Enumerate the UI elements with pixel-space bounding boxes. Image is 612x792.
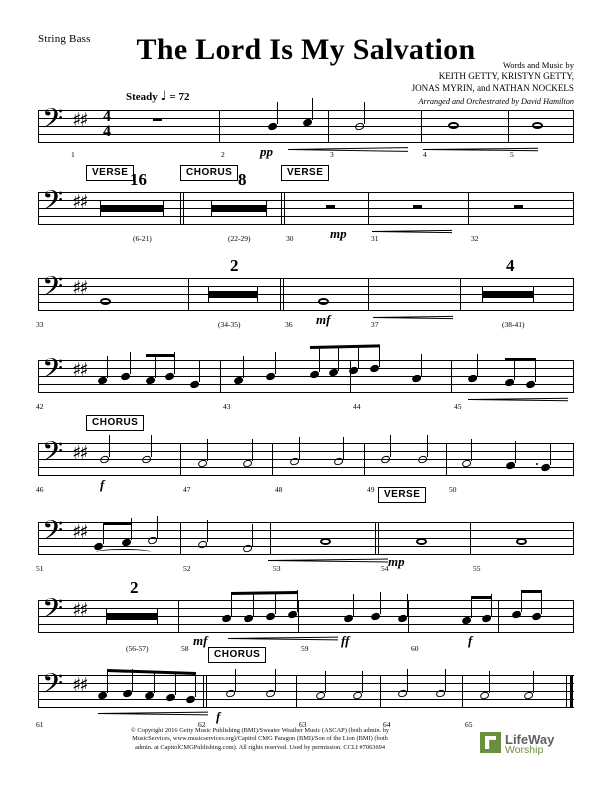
crescendo-hairpin xyxy=(372,231,452,239)
multirest-count: 2 xyxy=(130,578,139,597)
staff-8 xyxy=(38,675,574,707)
dynamic-mp: mp xyxy=(330,226,347,241)
section-label-verse: VERSE xyxy=(86,165,134,181)
measure-number: 3 xyxy=(330,150,334,159)
measure-number: 48 xyxy=(275,485,283,494)
bass-clef-icon: 𝄢 xyxy=(42,514,64,553)
measure-number: 30 xyxy=(286,234,294,243)
measure-number: (6-21) xyxy=(133,234,152,243)
credit-arranger: Arranged and Orchestrated by David Hamilton xyxy=(418,97,574,107)
key-signature: ♯♯ xyxy=(72,442,87,464)
bass-clef-icon: 𝄢 xyxy=(42,592,64,631)
multirest-count: 16 xyxy=(130,170,147,189)
crescendo-hairpin xyxy=(98,713,208,721)
measure-number: 46 xyxy=(36,485,44,494)
key-signature: ♯♯ xyxy=(72,277,87,299)
key-signature: ♯♯ xyxy=(72,191,87,213)
measure-number: (38-41) xyxy=(502,320,525,329)
whole-rest xyxy=(326,205,335,208)
measure-number: 47 xyxy=(183,485,191,494)
credit-words-and-music: Words and Music by xyxy=(502,60,574,70)
multirest-bar xyxy=(482,291,534,298)
multirest-bar xyxy=(106,613,158,620)
measure-number: (22-29) xyxy=(228,234,251,243)
instrument-name: String Bass xyxy=(38,33,91,45)
measure-number: 42 xyxy=(36,402,44,411)
section-label-verse: VERSE xyxy=(378,487,426,503)
diminuendo-hairpin xyxy=(268,560,388,568)
measure-number: 62 xyxy=(198,720,206,729)
whole-rest xyxy=(153,118,162,121)
measure-number: 53 xyxy=(273,564,281,573)
measure-number: 49 xyxy=(367,485,375,494)
bass-clef-icon: 𝄢 xyxy=(42,352,64,391)
measure-number: 4 xyxy=(423,150,427,159)
diminuendo-hairpin xyxy=(423,149,538,157)
key-signature: ♯♯ xyxy=(72,359,87,381)
staff-4 xyxy=(38,360,574,392)
section-label-chorus: CHORUS xyxy=(208,647,266,663)
multirest-bar xyxy=(211,205,267,212)
measure-number: 45 xyxy=(454,402,462,411)
dynamic-mf: mf xyxy=(193,633,208,648)
bass-clef-icon: 𝄢 xyxy=(42,102,64,141)
key-signature: ♯♯ xyxy=(72,521,87,543)
measure-number: 65 xyxy=(465,720,473,729)
whole-rest xyxy=(413,205,422,208)
lifeway-worship-logo xyxy=(480,731,574,755)
measure-number: 54 xyxy=(381,564,389,573)
measure-number: 2 xyxy=(221,150,225,159)
measure-number: 33 xyxy=(36,320,44,329)
dynamic-mf: mf xyxy=(316,312,331,327)
measure-number: 37 xyxy=(371,320,379,329)
dynamic-ff: ff xyxy=(341,633,350,648)
section-label-chorus: CHORUS xyxy=(180,165,238,181)
measure-number: 32 xyxy=(471,234,479,243)
credits-block xyxy=(284,60,574,108)
crescendo-hairpin xyxy=(373,317,453,325)
dynamic-f: f xyxy=(100,477,105,492)
whole-rest xyxy=(514,205,523,208)
bass-clef-icon: 𝄢 xyxy=(42,270,64,309)
copyright-line-2: MusicServices, www.musicservices.org)/Capitol CMG Paragon (BMI)/Son of the Lion (BMI) (both xyxy=(132,735,388,743)
measure-number: 31 xyxy=(371,234,379,243)
bass-clef-icon: 𝄢 xyxy=(42,184,64,223)
bass-clef-icon: 𝄢 xyxy=(42,435,64,474)
measure-number: 36 xyxy=(285,320,293,329)
logo-secondary-text: Worship xyxy=(505,744,544,756)
multirest-bar xyxy=(208,291,258,298)
credit-authors-2: JONAS MYRIN, and NATHAN NOCKELS xyxy=(411,82,574,93)
multirest-count: 2 xyxy=(230,256,239,275)
page-title: The Lord Is My Salvation xyxy=(136,33,476,66)
measure-number: 59 xyxy=(301,644,309,653)
measure-number: 58 xyxy=(181,644,189,653)
dynamic-pp: pp xyxy=(260,144,273,159)
multirest-count: 8 xyxy=(238,170,247,189)
dynamic-f: f xyxy=(468,633,473,648)
multirest-count: 4 xyxy=(506,256,515,275)
lifeway-mark-icon xyxy=(480,732,501,753)
key-signature: ♯♯ xyxy=(72,674,87,696)
multirest-bar xyxy=(100,205,164,212)
measure-number: 52 xyxy=(183,564,191,573)
tempo-marking: Steady ♩ = 72 xyxy=(126,89,190,104)
section-label-chorus: CHORUS xyxy=(86,415,144,431)
credit-authors-1: KEITH GETTY, KRISTYN GETTY, xyxy=(438,71,574,82)
measure-number: 50 xyxy=(449,485,457,494)
copyright-notice xyxy=(110,727,410,752)
dynamic-f: f xyxy=(216,709,221,724)
measure-number: 64 xyxy=(383,720,391,729)
section-label-verse-2: VERSE xyxy=(281,165,329,181)
logo-primary-text: LifeWay xyxy=(505,732,555,747)
measure-number: 63 xyxy=(299,720,307,729)
time-signature: 4 4 xyxy=(103,108,111,140)
copyright-line-1: © Copyright 2016 Getty Music Publishing (BMI)/Sweater Weather Music (ASCAP) (both admin. by xyxy=(130,727,390,734)
measure-number: 55 xyxy=(473,564,481,573)
measure-number: 43 xyxy=(223,402,231,411)
measure-number: (34-35) xyxy=(218,320,241,329)
measure-number: 5 xyxy=(510,150,514,159)
key-signature: ♯♯ xyxy=(72,599,87,621)
crescendo-hairpin xyxy=(468,399,568,407)
key-signature: ♯♯ xyxy=(72,109,87,131)
bass-clef-icon: 𝄢 xyxy=(42,667,64,706)
crescendo-hairpin xyxy=(288,149,408,157)
measure-number: (56-57) xyxy=(126,644,149,653)
staff-5 xyxy=(38,443,574,475)
measure-number: 44 xyxy=(353,402,361,411)
measure-number: 61 xyxy=(36,720,44,729)
copyright-line-3: admin. at CapitolCMGPublishing.com). All rights reserved. Used by permission. CCLI #7063694 xyxy=(134,743,386,751)
measure-number: 1 xyxy=(71,150,75,159)
dynamic-mp: mp xyxy=(388,554,405,569)
crescendo-hairpin xyxy=(228,638,338,646)
measure-number: 51 xyxy=(36,564,44,573)
measure-number: 60 xyxy=(411,644,419,653)
